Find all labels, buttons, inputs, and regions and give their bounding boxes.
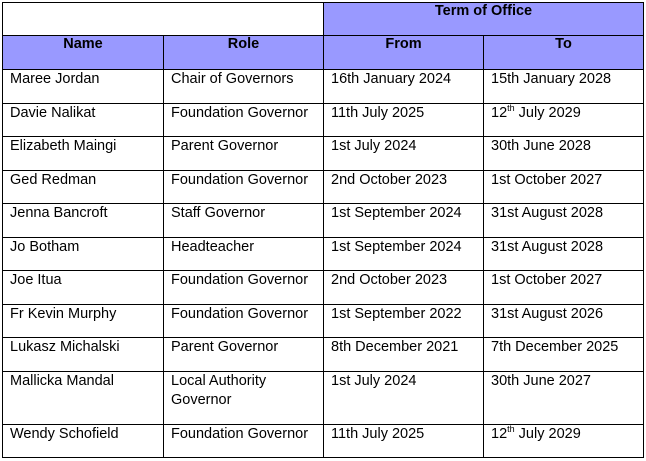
- role-cell: Headteacher: [164, 237, 324, 271]
- to-cell: 15th January 2028: [484, 70, 644, 104]
- from-cell: 11th July 2025: [324, 103, 484, 137]
- to-cell: 30th June 2027: [484, 371, 644, 424]
- name-cell: Fr Kevin Murphy: [3, 304, 164, 338]
- role-cell: Local Authority Governor: [164, 371, 324, 424]
- from-column-header: From: [324, 36, 484, 70]
- name-cell: Jo Botham: [3, 237, 164, 271]
- name-column-header: Name: [3, 36, 164, 70]
- role-cell: Foundation Governor: [164, 424, 324, 458]
- from-cell: 11th July 2025: [324, 424, 484, 458]
- to-month-year: July 2029: [514, 425, 581, 442]
- from-cell: 8th December 2021: [324, 338, 484, 372]
- name-cell: Mallicka Mandal: [3, 371, 164, 424]
- to-day-suffix: th: [507, 424, 515, 434]
- to-column-header: To: [484, 36, 644, 70]
- to-cell: 31st August 2026: [484, 304, 644, 338]
- name-cell: Joe Itua: [3, 271, 164, 305]
- table-row: [3, 204, 644, 238]
- from-cell: 2nd October 2023: [324, 170, 484, 204]
- name-cell: Jenna Bancroft: [3, 204, 164, 238]
- role-cell: Foundation Governor: [164, 103, 324, 137]
- table-row: [3, 237, 644, 271]
- from-cell: 1st July 2024: [324, 137, 484, 171]
- table-row: [3, 70, 644, 104]
- from-cell: 16th January 2024: [324, 70, 484, 104]
- table-row: [3, 170, 644, 204]
- to-cell: 31st August 2028: [484, 237, 644, 271]
- name-cell: Wendy Schofield: [3, 424, 164, 458]
- header-row-term: [3, 3, 644, 36]
- role-cell: Parent Governor: [164, 137, 324, 171]
- table-row: [3, 304, 644, 338]
- role-cell: Chair of Governors: [164, 70, 324, 104]
- to-day: 12: [491, 425, 508, 442]
- name-cell: Elizabeth Maingi: [3, 137, 164, 171]
- name-cell: Ged Redman: [3, 170, 164, 204]
- name-cell: Maree Jordan: [3, 70, 164, 104]
- to-cell: 30th June 2028: [484, 137, 644, 171]
- header-row-columns: [3, 36, 644, 70]
- table-row: [3, 103, 644, 137]
- role-cell: Staff Governor: [164, 204, 324, 238]
- table-row: [3, 371, 644, 424]
- table-row: [3, 338, 644, 372]
- governors-table: [2, 2, 644, 458]
- to-cell: 1st October 2027: [484, 271, 644, 305]
- table-row: [3, 424, 644, 458]
- to-cell: [484, 103, 644, 137]
- role-cell: Foundation Governor: [164, 170, 324, 204]
- from-cell: 1st September 2024: [324, 237, 484, 271]
- name-cell: Lukasz Michalski: [3, 338, 164, 372]
- to-cell: 7th December 2025: [484, 338, 644, 372]
- term-of-office-header: Term of Office: [324, 3, 644, 36]
- from-cell: 2nd October 2023: [324, 271, 484, 305]
- table-row: [3, 137, 644, 171]
- to-cell: 31st August 2028: [484, 204, 644, 238]
- to-cell: [484, 424, 644, 458]
- from-cell: 1st July 2024: [324, 371, 484, 424]
- to-day: 12: [491, 104, 508, 121]
- table-row: [3, 271, 644, 305]
- role-cell: Foundation Governor: [164, 271, 324, 305]
- role-cell: Parent Governor: [164, 338, 324, 372]
- role-column-header: Role: [164, 36, 324, 70]
- to-cell: 1st October 2027: [484, 170, 644, 204]
- to-day-suffix: th: [507, 103, 515, 113]
- role-cell: Foundation Governor: [164, 304, 324, 338]
- to-month-year: July 2029: [514, 104, 581, 121]
- from-cell: 1st September 2022: [324, 304, 484, 338]
- blank-header-cell: [3, 3, 324, 36]
- from-cell: 1st September 2024: [324, 204, 484, 238]
- name-cell: Davie Nalikat: [3, 103, 164, 137]
